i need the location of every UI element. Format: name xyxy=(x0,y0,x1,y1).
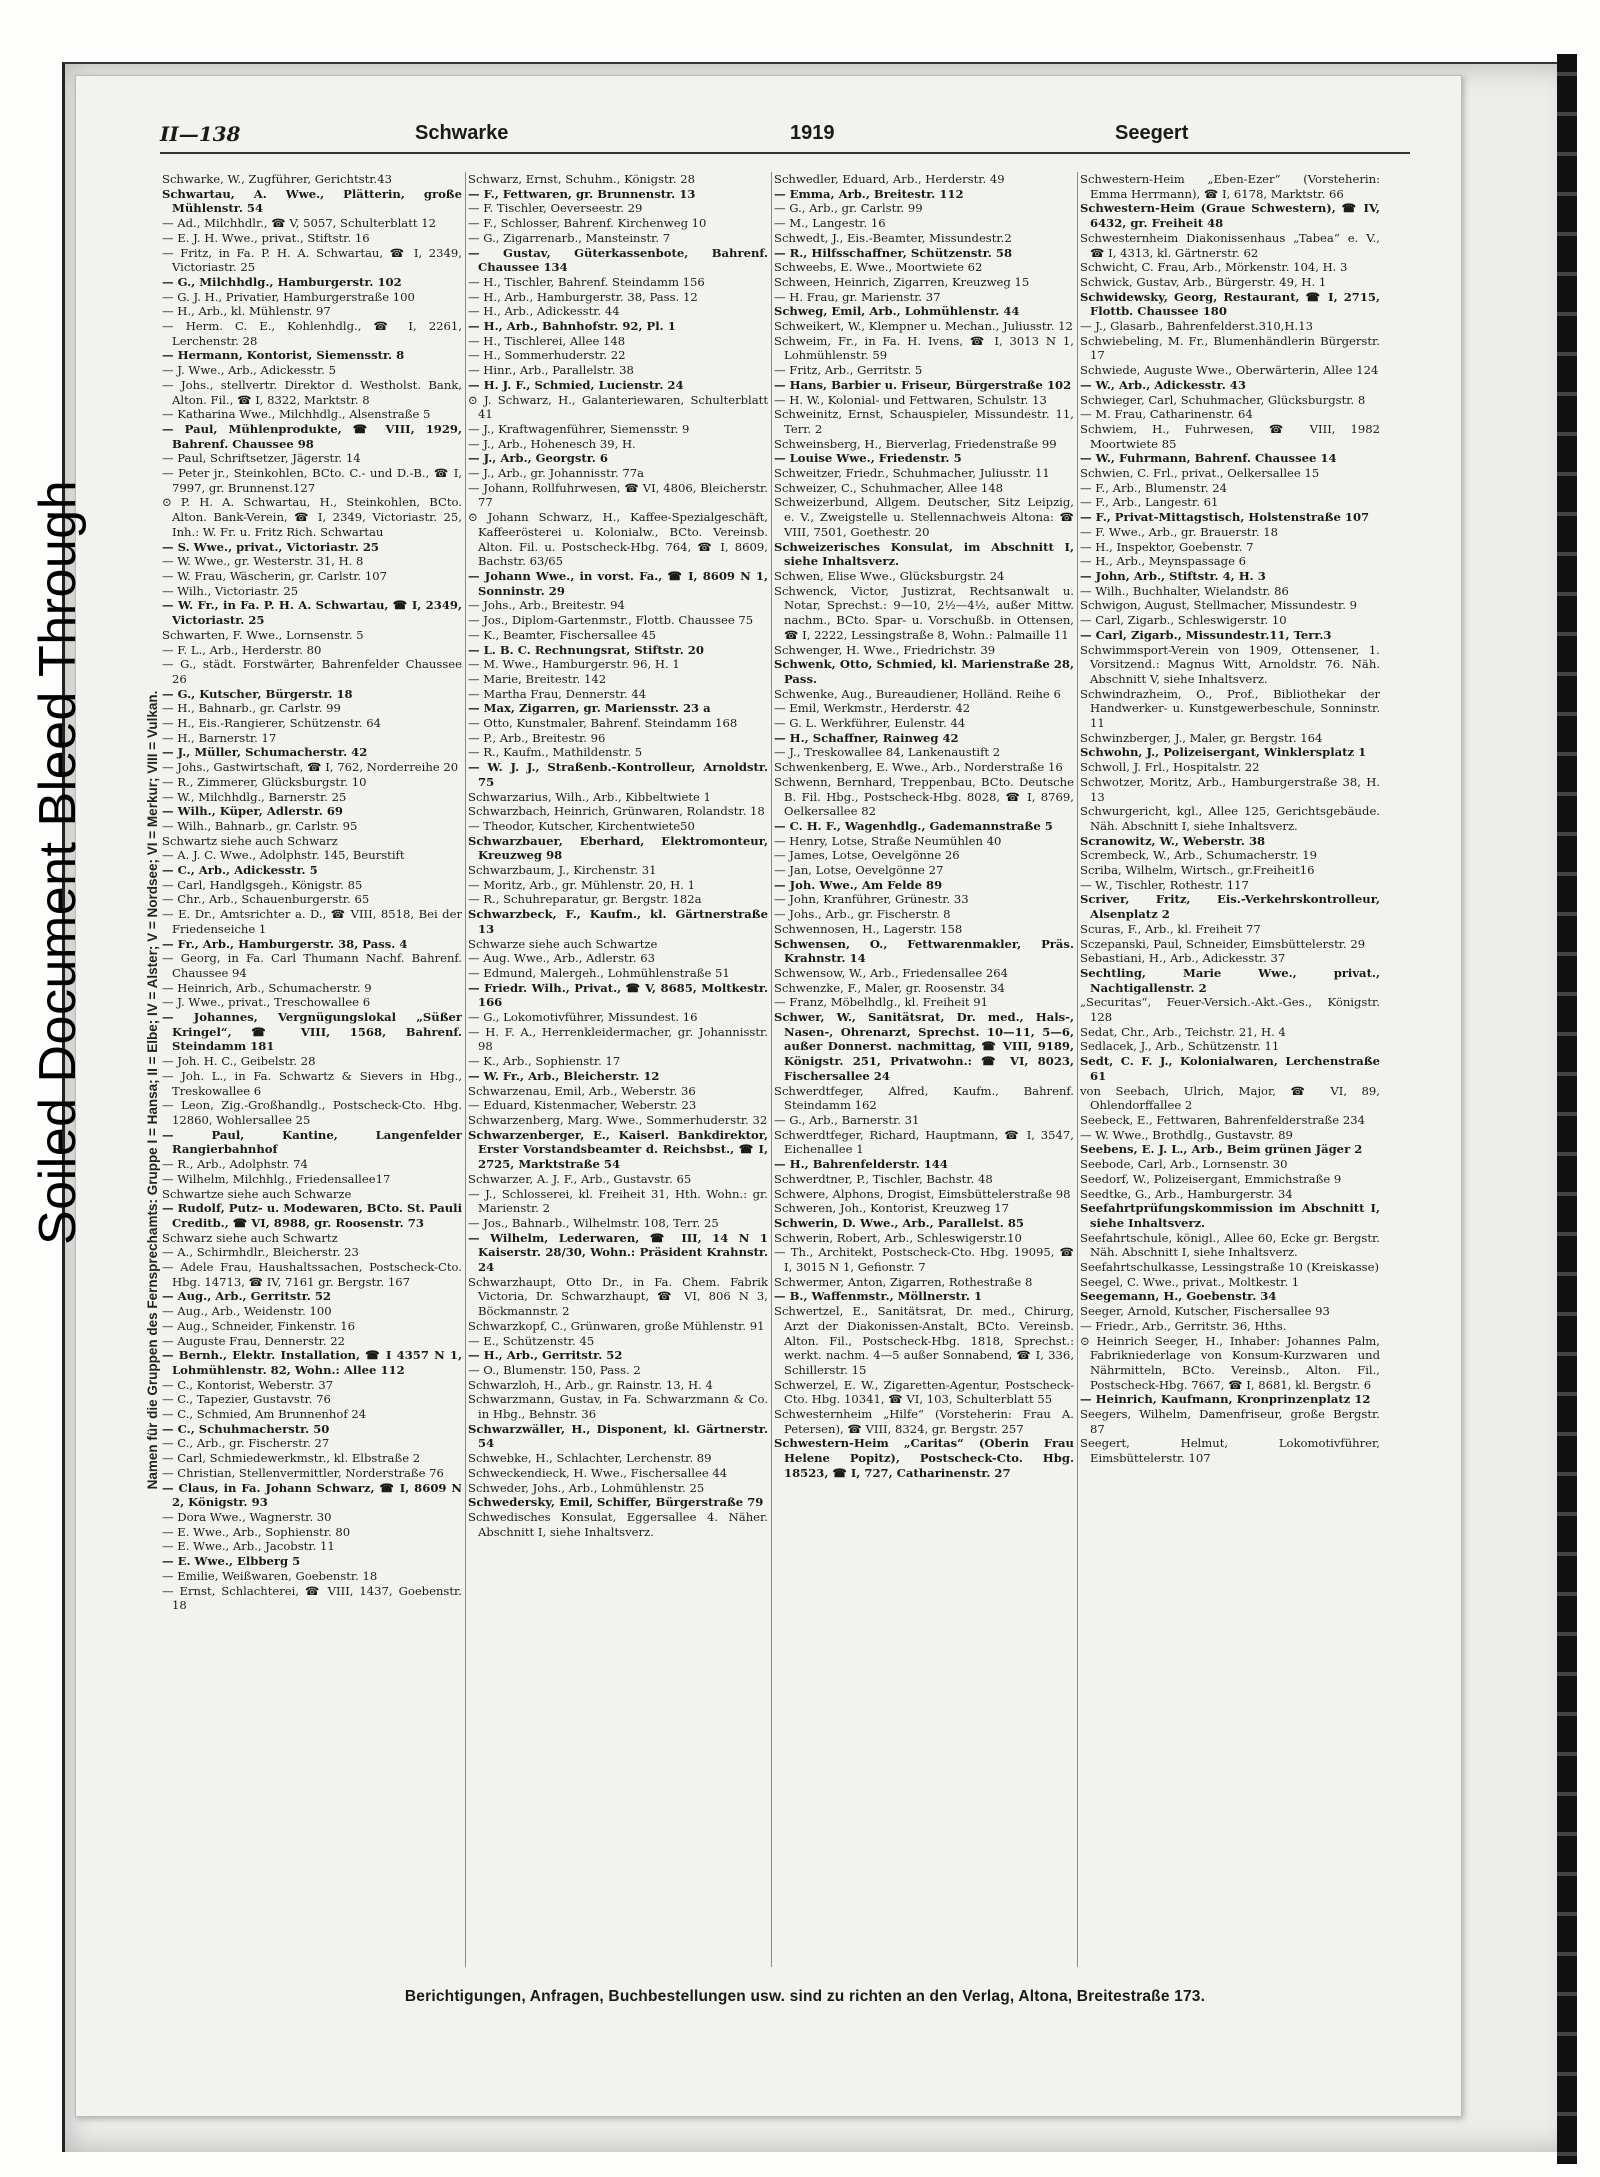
directory-entry: Schwien, C. Frl., privat., Oelkersallee 15 xyxy=(1080,466,1320,481)
directory-entry: — H., Tischler, Bahrenf. Steindamm 156 xyxy=(468,274,705,289)
directory-entry: Seegel, C. Wwe., privat., Moltkestr. 1 xyxy=(1080,1274,1300,1289)
directory-entry: — Aug. Wwe., Arb., Adlerstr. 63 xyxy=(468,951,655,966)
directory-entry: — Emma, Arb., Breitestr. 112 xyxy=(774,186,964,201)
directory-entry: Schwensow, W., Arb., Friedensallee 264 xyxy=(774,965,1009,980)
directory-entry: Seeger, Arnold, Kutscher, Fischersallee 93 xyxy=(1080,1304,1330,1319)
directory-entry: Schwarzarius, Wilh., Arb., Kibbeltwiete 1 xyxy=(468,789,711,804)
directory-entry: Seebode, Carl, Arb., Lornsenstr. 30 xyxy=(1080,1157,1288,1172)
directory-entry: — Aug., Arb., Weidenstr. 100 xyxy=(162,1304,332,1319)
directory-entry: — O., Blumenstr. 150, Pass. 2 xyxy=(468,1362,641,1377)
directory-entry: — Paul, Kantine, Langenfelder Rangierbahnhof xyxy=(162,1127,462,1157)
directory-entry: — Dora Wwe., Wagnerstr. 30 xyxy=(162,1509,332,1524)
directory-entry: — H., Arb., Bahnhofstr. 92, Pl. 1 xyxy=(468,319,676,334)
directory-entry: Schweckendieck, H. Wwe., Fischersallee 44 xyxy=(468,1465,728,1480)
directory-entry: — Bernh., Elektr. Installation, ☎ I 4357 N 1, Lohmühlenstr. 82, Wohn.: Allee 112 xyxy=(162,1348,462,1377)
directory-entry: — Eduard, Kistenmacher, Weberstr. 23 xyxy=(468,1098,697,1113)
directory-entry: — H., Inspektor, Goebenstr. 7 xyxy=(1080,539,1254,554)
directory-entry: Schwestern-Heim „Caritas“ (Oberin Frau Helene Popitz), Postscheck-Cto. Hbg. 18523, ☎ I, 727, Catharinenstr. 27 xyxy=(774,1436,1074,1480)
directory-entry: — Joh. Wwe., Am Felde 89 xyxy=(774,877,943,892)
directory-entry: — Friedr. Wilh., Privat., ☎ V, 8685, Moltkestr. 166 xyxy=(468,980,768,1010)
directory-entry: — F. Tischler, Oeverseestr. 29 xyxy=(468,201,643,216)
directory-entry: — F. L., Arb., Herderstr. 80 xyxy=(162,642,322,657)
directory-entry: ⊙ Heinrich Seeger, H., Inhaber: Johannes Palm, Fabrikniederlage von Konsum-Kurzwaren und Nährmitteln, BCto. Vereinsb., Alton. Fil., Postscheck-Hbg. 7667, ☎ I, 8681, kl. Bergstr. 6 xyxy=(1080,1333,1380,1392)
directory-entry: — Emil, Werkmstr., Herderstr. 42 xyxy=(774,701,971,716)
directory-entry: — H., Bahnarb., gr. Carlstr. 99 xyxy=(162,701,341,716)
directory-entry: — M. Frau, Catharinenstr. 64 xyxy=(1080,407,1253,422)
directory-entry: — Fritz, in Fa. P. H. A. Schwartau, ☎ I, 2349, Victoriastr. 25 xyxy=(162,245,462,275)
directory-entry: — H., Arb., Adickesstr. 44 xyxy=(468,304,620,319)
directory-entry: Schweren, Joh., Kontorist, Kreuzweg 17 xyxy=(774,1201,1010,1216)
directory-entry: — W., Arb., Adickesstr. 43 xyxy=(1080,377,1246,392)
directory-entry: Schweitzer, Friedr., Schuhmacher, Juliusstr. 11 xyxy=(774,466,1050,481)
directory-entry: Schwicht, C. Frau, Arb., Mörkenstr. 104, H. 3 xyxy=(1080,260,1348,275)
directory-entry: — Joh. H. C., Geibelstr. 28 xyxy=(162,1054,316,1069)
directory-entry: — E., Schützenstr. 45 xyxy=(468,1333,595,1348)
directory-entry: Schwer, W., Sanitätsrat, Dr. med., Hals-, Nasen-, Ohrenarzt, Sprechst. 10—11, 5—6, außer Donnerst. nachmittag, ☎ VIII, 9189, Königstr. 251, Privatwohn.: ☎ VI, 8023, Fischersallee 24 xyxy=(774,1010,1074,1083)
directory-entry: Scriver, Fritz, Eis.-Verkehrskontrolleur, Alsenplatz 2 xyxy=(1080,892,1380,922)
directory-entry: — Ernst, Schlachterei, ☎ VIII, 1437, Goebenstr. 18 xyxy=(162,1583,462,1613)
directory-entry: — Hans, Barbier u. Friseur, Bürgerstraße 102 xyxy=(774,377,1072,392)
directory-entry: Schwarzbaum, J., Kirchenstr. 31 xyxy=(468,863,657,878)
directory-entry: — Joh. L., in Fa. Schwartz & Sievers in Hbg., Treskowallee 6 xyxy=(162,1068,462,1098)
directory-entry: — W., Fuhrmann, Bahrenf. Chaussee 14 xyxy=(1080,451,1337,466)
directory-entry: — Moritz, Arb., gr. Mühlenstr. 20, H. 1 xyxy=(468,877,696,892)
directory-entry: — H., Barnerstr. 17 xyxy=(162,730,277,745)
directory-entry: — M., Langestr. 16 xyxy=(774,216,886,231)
directory-entry: Schwartze siehe auch Schwarze xyxy=(162,1186,352,1201)
directory-entry: Seegemann, H., Goebenstr. 34 xyxy=(1080,1289,1277,1304)
directory-entry: Schweebs, E. Wwe., Moortwiete 62 xyxy=(774,260,983,275)
directory-entry: Schwindrazheim, O., Prof., Bibliothekar der Handwerker- u. Kunstgewerbeschule, Sonninstr. 11 xyxy=(1080,686,1380,731)
directory-entry: Schwestern-Heim „Eben-Ezer“ (Vorsteherin: Emma Herrmann), ☎ I, 6178, Marktstr. 66 xyxy=(1080,172,1380,201)
directory-entry: — W. Wwe., gr. Westerstr. 31, H. 8 xyxy=(162,554,364,569)
directory-entry: — Otto, Kunstmaler, Bahrenf. Steindamm 168 xyxy=(468,716,738,731)
directory-entry: Schwarze siehe auch Schwartze xyxy=(468,936,658,951)
directory-entry: Schwarzloh, H., Arb., gr. Rainstr. 13, H. 4 xyxy=(468,1377,713,1392)
directory-entry: ⊙ Johann Schwarz, H., Kaffee-Spezialgeschäft, Kaffeerösterei u. Kolonialw., BCto. Vereinsb. Alton. Fil. u. Postscheck-Hbg. 764, ☎ I, 8609, Bachstr. 63/65 xyxy=(468,510,768,569)
directory-entry: Scrembeck, W., Arb., Schumacherstr. 19 xyxy=(1080,848,1317,863)
directory-entry: Schwerdtfeger, Alfred, Kaufm., Bahrenf. Steindamm 162 xyxy=(774,1083,1074,1113)
directory-entry: — Martha Frau, Dennerstr. 44 xyxy=(468,686,647,701)
directory-entry: — F., Privat-Mittagstisch, Holstenstraße 107 xyxy=(1080,510,1370,525)
directory-entry: — Leon, Zig.-Großhandlg., Postscheck-Cto. Hbg. 12860, Wohlersallee 25 xyxy=(162,1098,462,1127)
directory-entry: — Johs., stellvertr. Direktor d. Westholst. Bank, Alton. Fil., ☎ I, 8322, Marktstr. 8 xyxy=(162,377,462,407)
directory-entry: — H., Schaffner, Rainweg 42 xyxy=(774,730,959,745)
directory-entry: Schwartz siehe auch Schwarz xyxy=(162,833,338,848)
directory-entry: Schwedisches Konsulat, Eggersallee 4. Näher. Abschnitt I, siehe Inhaltsverz. xyxy=(468,1509,768,1539)
directory-entry: — Johs., Arb., gr. Fischerstr. 8 xyxy=(774,907,951,922)
directory-entry: — Jan, Lotse, Oevelgönne 27 xyxy=(774,863,944,878)
directory-entry: — Rudolf, Putz- u. Modewaren, BCto. St. Pauli Creditb., ☎ VI, 8988, gr. Roosenstr. 73 xyxy=(162,1201,462,1230)
directory-entry: Schwarzwäller, H., Disponent, kl. Gärtnerstr. 54 xyxy=(468,1421,768,1451)
directory-entry: — J., Kraftwagenführer, Siemensstr. 9 xyxy=(468,421,690,436)
directory-entry: Schwere, Alphons, Drogist, Eimsbüttelerstraße 98 xyxy=(774,1186,1071,1201)
directory-entry: Schwertzel, E., Sanitätsrat, Dr. med., Chirurg, Arzt der Diakonissen-Anstalt, BCto. Vereinsb. Alton. Fil., Postscheck-Hbg. 1818, Sprechst.: werkt. nachm. 4—5 außer Sonnabend, ☎ I, 336, Schillerstr. 15 xyxy=(774,1304,1074,1377)
directory-entry: — James, Lotse, Oevelgönne 26 xyxy=(774,848,960,863)
directory-entry: — G. J. H., Privatier, Hamburgerstraße 100 xyxy=(162,289,415,304)
directory-entry: Schwarz siehe auch Schwartz xyxy=(162,1230,338,1245)
directory-entry: — H., Bahrenfelderstr. 144 xyxy=(774,1157,948,1172)
directory-entry: Sedat, Chr., Arb., Teichstr. 21, H. 4 xyxy=(1080,1024,1286,1039)
directory-entry: Seefahrtschule, königl., Allee 60, Ecke gr. Bergstr. Näh. Abschnitt I, siehe Inhaltsverz. xyxy=(1080,1230,1380,1260)
directory-entry: Schwarzbach, Heinrich, Grünwaren, Rolandstr. 18 xyxy=(468,804,765,819)
directory-entry: Seegert, Helmut, Lokomotivführer, Eimsbüttelerstr. 107 xyxy=(1080,1436,1380,1466)
directory-entry: — W. Frau, Wäscherin, gr. Carlstr. 107 xyxy=(162,568,388,583)
directory-entry: — E. Wwe., Arb., Jacobstr. 11 xyxy=(162,1539,335,1554)
directory-entry: Schweder, Johs., Arb., Lohmühlenstr. 25 xyxy=(468,1480,705,1495)
directory-entry: — F., Fettwaren, gr. Brunnenstr. 13 xyxy=(468,186,696,201)
directory-entry: — M. Wwe., Hamburgerstr. 96, H. 1 xyxy=(468,657,680,672)
directory-entry: Sczepanski, Paul, Schneider, Eimsbüttelerstr. 29 xyxy=(1080,936,1366,951)
directory-entry: Schwarzmann, Gustav, in Fa. Schwarzmann & Co. in Hbg., Behnstr. 36 xyxy=(468,1392,768,1422)
directory-entry: Schweg, Emil, Arb., Lohmühlenstr. 44 xyxy=(774,304,1020,319)
directory-entry: — Wilhelm, Lederwaren, ☎ III, 14 N 1 Kaiserstr. 28/30, Wohn.: Präsident Krahnstr. 24 xyxy=(468,1230,768,1275)
directory-entry: — Paul, Schriftsetzer, Jägerstr. 14 xyxy=(162,451,361,466)
directory-entry: — A., Schirmhdlr., Bleicherstr. 23 xyxy=(162,1245,359,1260)
directory-entry: — Herm. C. E., Kohlenhdlg., ☎ I, 2261, Lerchenstr. 28 xyxy=(162,319,462,348)
directory-entry: Schweinitz, Ernst, Schauspieler, Missundestr. 11, Terr. 2 xyxy=(774,407,1074,436)
directory-entry: — Carl, Zigarb., Schleswigerstr. 10 xyxy=(1080,613,1287,628)
directory-entry: Schwarz, Ernst, Schuhm., Königstr. 28 xyxy=(468,172,696,186)
directory-entry: — H., Arb., Hamburgerstr. 38, Pass. 12 xyxy=(468,289,698,304)
directory-entry: Sedlacek, J., Arb., Schützenstr. 11 xyxy=(1080,1039,1280,1054)
directory-entry: — Max, Zigarren, gr. Mariensstr. 23 a xyxy=(468,701,711,716)
directory-entry: — Heinrich, Arb., Schumacherstr. 9 xyxy=(162,980,372,995)
directory-entry: — Carl, Zigarb., Missundestr.11, Terr.3 xyxy=(1080,627,1332,642)
directory-entry: Seedorf, W., Polizeisergant, Emmichstraße 9 xyxy=(1080,1171,1342,1186)
directory-entry: — R., Zimmerer, Glücksburgstr. 10 xyxy=(162,774,367,789)
directory-entry: Schwimmsport-Verein von 1909, Ottensener, 1. Vorsitzend.: Magnus Witt, Arnoldstr. 76. Näh. Abschnitt V, siehe Inhaltsverz. xyxy=(1080,642,1380,686)
directory-entry: — Wilh., Victoriastr. 25 xyxy=(162,583,299,598)
directory-entry: — J., Müller, Schumacherstr. 42 xyxy=(162,745,368,760)
page-header xyxy=(160,118,1410,154)
directory-entry: Schweinsberg, H., Bierverlag, Friedenstraße 99 xyxy=(774,436,1057,451)
directory-entry: — G., Zigarrenarb., Mansteinstr. 7 xyxy=(468,230,671,245)
directory-entry: — F. Wwe., Arb., gr. Brauerstr. 18 xyxy=(1080,524,1278,539)
directory-entry: — C., Kontorist, Weberstr. 37 xyxy=(162,1377,334,1392)
directory-entry: — J. Wwe., Arb., Adickesstr. 5 xyxy=(162,363,337,378)
directory-entry: — P., Arb., Breitestr. 96 xyxy=(468,730,606,745)
column-1 xyxy=(162,172,462,1967)
directory-entry: Schwesternheim „Hilfe“ (Vorsteherin: Frau A. Petersen), ☎ VIII, 8324, gr. Bergstr. 257 xyxy=(774,1407,1074,1436)
directory-entry: Schwenn, Bernhard, Treppenbau, BCto. Deutsche B. Fil. Hbg., Postscheck-Hbg. 8028, ☎ I, 8769, Oelkersallee 82 xyxy=(774,774,1074,819)
directory-entry: Schween, Heinrich, Zigarren, Kreuzweg 15 xyxy=(774,274,1030,289)
directory-entry: — L. B. C. Rechnungsrat, Stiftstr. 20 xyxy=(468,642,704,657)
directory-entry: — C., Arb., Adickesstr. 5 xyxy=(162,863,318,878)
directory-entry: Schwedt, J., Eis.-Beamter, Missundestr.2 xyxy=(774,230,1012,245)
directory-entry: Seedtke, G., Arb., Hamburgerstr. 34 xyxy=(1080,1186,1293,1201)
directory-entry: — H. Frau, gr. Marienstr. 37 xyxy=(774,289,941,304)
directory-entry: Schwenke, Aug., Bureaudiener, Holländ. Reihe 6 xyxy=(774,686,1061,701)
directory-entry: — Claus, in Fa. Johann Schwarz, ☎ I, 8609 N 2, Königstr. 93 xyxy=(162,1480,462,1510)
header-year: 1919 xyxy=(790,122,835,144)
directory-entry: Schwarten, F. Wwe., Lornsenstr. 5 xyxy=(162,627,364,642)
directory-entry: Schwarzkopf, C., Grünwaren, große Mühlenstr. 91 xyxy=(468,1318,765,1333)
directory-entry: Schwedersky, Emil, Schiffer, Bürgerstraße 79 xyxy=(468,1495,764,1510)
directory-entry: — Christian, Stellenvermittler, Norderstraße 76 xyxy=(162,1465,444,1480)
directory-entry: Schwesternheim Diakonissenhaus „Tabea“ e. V., ☎ I, 4313, kl. Gärtnerstr. 62 xyxy=(1080,230,1380,260)
directory-entry: — J., Schlosserei, kl. Freiheit 31, Hth. Wohn.: gr. Marienstr. 2 xyxy=(468,1186,768,1216)
directory-entry: — H., Arb., kl. Mühlenstr. 97 xyxy=(162,304,331,319)
directory-entry: Schwigon, August, Stellmacher, Missundestr. 9 xyxy=(1080,598,1358,613)
directory-entry: — R., Schuhreparatur, gr. Bergstr. 182a xyxy=(468,892,702,907)
directory-entry: — G., Arb., gr. Carlstr. 99 xyxy=(774,201,923,216)
directory-entry: — Edmund, Malergeh., Lohmühlenstraße 51 xyxy=(468,965,730,980)
directory-entry: — Auguste Frau, Dennerstr. 22 xyxy=(162,1333,345,1348)
directory-entry: Schweizer, C., Schuhmacher, Allee 148 xyxy=(774,480,1004,495)
header-first-entry: Schwarke xyxy=(415,122,509,144)
directory-entry: — J. Wwe., privat., Treschowallee 6 xyxy=(162,995,371,1010)
directory-entry: — John, Kranführer, Grünestr. 33 xyxy=(774,892,969,907)
directory-entry: — Aug., Arb., Gerritstr. 52 xyxy=(162,1289,331,1304)
directory-entry: — Th., Architekt, Postscheck-Cto. Hbg. 19095, ☎ I, 3015 N 1, Gefionstr. 7 xyxy=(774,1245,1074,1275)
directory-entry: — K., Arb., Sophienstr. 17 xyxy=(468,1054,621,1069)
directory-entry: — B., Waffenmstr., Möllnerstr. 1 xyxy=(774,1289,983,1304)
directory-entry: Seefahrtprüfungskommission im Abschnitt I, siehe Inhaltsverz. xyxy=(1080,1201,1380,1230)
directory-entry: — F., Arb., Blumenstr. 24 xyxy=(1080,480,1227,495)
directory-entry: Schweim, Fr., in Fa. H. Ivens, ☎ I, 3013 N 1, Lohmühlenstr. 59 xyxy=(774,333,1074,363)
directory-entry: — C., Schuhmacherstr. 50 xyxy=(162,1421,330,1436)
directory-entry: — H. W., Kolonial- und Fettwaren, Schulstr. 13 xyxy=(774,392,1047,407)
directory-entry: — J., Arb., Georgstr. 6 xyxy=(468,451,608,466)
directory-entry: Schwenck, Victor, Justizrat, Rechtsanwalt u. Notar, Sprechst.: 9—10, 2½—4½, außer Mittw. nachm., BCto. Spar- u. Vorschußb. in Ottensen, ☎ I, 2222, Lessingstraße 8, Wohn.: Palmaille 11 xyxy=(774,583,1074,642)
directory-entry: — Hermann, Kontorist, Siemensstr. 8 xyxy=(162,348,405,363)
directory-entry: — Emilie, Weißwaren, Goebenstr. 18 xyxy=(162,1568,378,1583)
directory-entry: — G., Lokomotivführer, Missundest. 16 xyxy=(468,1010,698,1025)
directory-entry: — Wilhelm, Milchhlg., Friedensallee17 xyxy=(162,1171,391,1186)
directory-entry: — H., Arb., Gerritstr. 52 xyxy=(468,1348,623,1363)
directory-entry: — C., Tapezier, Gustavstr. 76 xyxy=(162,1392,331,1407)
directory-entry: — J., Arb., Hohenesch 39, H. xyxy=(468,436,636,451)
directory-entry: — Fr., Arb., Hamburgerstr. 38, Pass. 4 xyxy=(162,936,408,951)
directory-entry: — H. F. A., Herrenkleidermacher, gr. Johannisstr. 98 xyxy=(468,1024,768,1054)
directory-entry: — Johann, Rollfuhrwesen, ☎ VI, 4806, Bleicherstr. 77 xyxy=(468,480,768,510)
soiled-bleed-stamp: Soiled Document Bleed Through xyxy=(29,479,87,1245)
column-3 xyxy=(774,172,1074,1967)
directory-entry: — E. Dr., Amtsrichter a. D., ☎ VIII, 8518, Bei der Friedenseiche 1 xyxy=(162,907,462,936)
directory-entry: — Heinrich, Kaufmann, Kronprinzenplatz 12 xyxy=(1080,1392,1371,1407)
column-divider xyxy=(771,172,772,1967)
directory-entry: — Peter jr., Steinkohlen, BCto. C.- und D.-B., ☎ I, 7997, gr. Brunnenst.127 xyxy=(162,466,462,495)
directory-entry: — R., Arb., Adolphstr. 74 xyxy=(162,1157,308,1172)
directory-entry: Schwinzberger, J., Maler, gr. Bergstr. 164 xyxy=(1080,730,1323,745)
directory-entry: Seegers, Wilhelm, Damenfriseur, große Bergstr. 87 xyxy=(1080,1407,1380,1436)
directory-entry: Scranowitz, W., Weberstr. 38 xyxy=(1080,833,1266,848)
directory-entry: Schwerin, Robert, Arb., Schleswigerstr.10 xyxy=(774,1230,1022,1245)
directory-entry: Schwedler, Eduard, Arb., Herderstr. 49 xyxy=(774,172,1005,186)
directory-entry: Schwenzke, F., Maler, gr. Roosenstr. 34 xyxy=(774,980,1005,995)
directory-entry: Schwartau, A. Wwe., Plätterin, große Mühlenstr. 54 xyxy=(162,186,462,216)
directory-entry: — W., Tischler, Rothestr. 117 xyxy=(1080,877,1249,892)
directory-entry: — G., Milchhdlg., Hamburgerstr. 102 xyxy=(162,274,402,289)
directory-entry: — Johs., Arb., Breitestr. 94 xyxy=(468,598,625,613)
directory-entry: Schwerzel, E. W., Zigaretten-Agentur, Postscheck-Cto. Hbg. 10341, ☎ VI, 103, Schulterblatt 55 xyxy=(774,1377,1074,1407)
header-last-entry: Seegert xyxy=(1115,122,1189,144)
directory-entry: — K., Beamter, Fischersallee 45 xyxy=(468,627,656,642)
directory-entry: Schwoll, J. Frl., Hospitalstr. 22 xyxy=(1080,760,1260,775)
directory-entry: Schwennosen, H., Lagerstr. 158 xyxy=(774,921,963,936)
directory-entry: — John, Arb., Stiftstr. 4, H. 3 xyxy=(1080,568,1266,583)
directory-entry: — H., Arb., Meynspassage 6 xyxy=(1080,554,1247,569)
directory-entry: Schwerdtfeger, Richard, Hauptmann, ☎ I, 3547, Eichenallee 1 xyxy=(774,1127,1074,1157)
column-divider xyxy=(465,172,466,1967)
directory-entry: — G., städt. Forstwärter, Bahrenfelder Chaussee 26 xyxy=(162,657,462,686)
directory-entry: von Seebach, Ulrich, Major, ☎ VI, 89, Ohlendorffallee 2 xyxy=(1080,1083,1380,1113)
directory-entry: — E. Wwe., Elbberg 5 xyxy=(162,1554,301,1569)
directory-entry: — Ad., Milchhdlr., ☎ V, 5057, Schulterblatt 12 xyxy=(162,216,436,231)
directory-entry: — A. J. C. Wwe., Adolphstr. 145, Beurstift xyxy=(162,848,405,863)
directory-entry: Schwarzenau, Emil, Arb., Weberstr. 36 xyxy=(468,1083,696,1098)
directory-entry: Schwohn, J., Polizeisergant, Winklersplatz 1 xyxy=(1080,745,1367,760)
directory-entry: — Fritz, Arb., Gerritstr. 5 xyxy=(774,363,923,378)
directory-entry: Schwarzer, A. J. F., Arb., Gustavstr. 65 xyxy=(468,1171,692,1186)
directory-entry: — Franz, Möbelhdlg., kl. Freiheit 91 xyxy=(774,995,989,1010)
directory-entry: Sebastiani, H., Arb., Adickesstr. 37 xyxy=(1080,951,1286,966)
directory-entry: Schwarzbauer, Eberhard, Elektromonteur, Kreuzweg 98 xyxy=(468,833,768,863)
directory-entry: — G., Kutscher, Bürgerstr. 18 xyxy=(162,686,353,701)
directory-entry: — Friedr., Arb., Gerritstr. 36, Hths. xyxy=(1080,1318,1287,1333)
directory-entry: Schwurgericht, kgl., Allee 125, Gerichtsgebäude. Näh. Abschnitt I, siehe Inhaltsverz. xyxy=(1080,804,1380,833)
directory-entry: — Marie, Breitestr. 142 xyxy=(468,671,607,686)
column-4 xyxy=(1080,172,1380,1967)
directory-entry: — G. L. Werkführer, Eulenstr. 44 xyxy=(774,716,966,731)
directory-entry: „Securitas“, Feuer-Versich.-Akt.-Ges., Königstr. 128 xyxy=(1080,995,1380,1025)
directory-entry: — E. Wwe., Arb., Sophienstr. 80 xyxy=(162,1524,351,1539)
directory-entry: — Paul, Mühlenprodukte, ☎ VIII, 1929, Bahrenf. Chaussee 98 xyxy=(162,421,462,451)
directory-entry: — J., Treskowallee 84, Lankenaustift 2 xyxy=(774,745,1001,760)
directory-entry: Seefahrtschulkasse, Lessingstraße 10 (Kreiskasse) xyxy=(1080,1260,1380,1275)
directory-entry: Schweizerisches Konsulat, im Abschnitt I, siehe Inhaltsverz. xyxy=(774,539,1074,569)
directory-entry: Schwidewsky, Georg, Restaurant, ☎ I, 2715, Flottb. Chaussee 180 xyxy=(1080,289,1380,319)
directory-columns xyxy=(162,172,1384,1972)
directory-entry: — W. Fr., Arb., Bleicherstr. 12 xyxy=(468,1068,660,1083)
directory-entry: — F., Arb., Langestr. 61 xyxy=(1080,495,1219,510)
directory-entry: Schwensen, O., Fettwarenmakler, Präs. Krahnstr. 14 xyxy=(774,936,1074,966)
directory-entry: — Hinr., Arb., Parallelstr. 38 xyxy=(468,363,634,378)
directory-entry: Schweizerbund, Allgem. Deutscher, Sitz Leipzig, e. V., Zweigstelle u. Stellennachweis Altona: ☎ VIII, 7501, Goethestr. 20 xyxy=(774,495,1074,539)
directory-entry: — H. J. F., Schmied, Lucienstr. 24 xyxy=(468,377,684,392)
directory-entry: — Chr., Arb., Schauenburgerstr. 65 xyxy=(162,892,370,907)
directory-entry: — H., Sommerhuderstr. 22 xyxy=(468,348,626,363)
telephone-group-legend: Namen für die Gruppen des Fernsprechamts: Gruppe I = Hansa; II = Elbe; IV = Alster; V = Nordsee; VI = Merkur; VIII = Vulkan. xyxy=(145,690,160,1490)
directory-entry: — Johann Wwe., in vorst. Fa., ☎ I, 8609 N 1, Sonninstr. 29 xyxy=(468,568,768,598)
directory-entry: ⊙ J. Schwarz, H., Galanteriewaren, Schulterblatt 41 xyxy=(468,392,768,422)
directory-entry: — H., Tischlerei, Allee 148 xyxy=(468,333,626,348)
directory-entry: Schwarzbeck, F., Kaufm., kl. Gärtnerstraße 13 xyxy=(468,907,768,936)
directory-entry: Schwick, Gustav, Arb., Bürgerstr. 49, H. 1 xyxy=(1080,274,1327,289)
directory-entry: — Wilh., Buchhalter, Wielandstr. 86 xyxy=(1080,583,1289,598)
directory-entry: — Henry, Lotse, Straße Neumühlen 40 xyxy=(774,833,1002,848)
directory-entry: — W. J. J., Straßenb.-Kontrolleur, Arnoldstr. 75 xyxy=(468,760,768,789)
directory-entry: Schwarzenberger, E., Kaiserl. Bankdirektor, Erster Vorstandsbeamter d. Reichsbst., ☎ I, 2725, Marktstraße 54 xyxy=(468,1127,768,1172)
directory-entry: — Georg, in Fa. Carl Thumann Nachf. Bahrenf. Chaussee 94 xyxy=(162,951,462,980)
column-2 xyxy=(468,172,768,1967)
directory-entry: Scuras, F., Arb., kl. Freiheit 77 xyxy=(1080,921,1261,936)
directory-entry: Schwebke, H., Schlachter, Lerchenstr. 89 xyxy=(468,1451,712,1466)
directory-entry: — R., Kaufm., Mathildenstr. 5 xyxy=(468,745,643,760)
directory-entry: — Johs., Gastwirtschaft, ☎ I, 762, Norderreihe 20 xyxy=(162,760,459,775)
directory-entry: Schweikert, W., Klempner u. Mechan., Juliusstr. 12 xyxy=(774,319,1073,334)
directory-entry: Schwarzhaupt, Otto Dr., in Fa. Chem. Fabrik Victoria, Dr. Schwarzhaupt, ☎ VI, 806 N 3, Böckmannstr. 2 xyxy=(468,1274,768,1319)
directory-entry: — C. H. F., Wagenhdlg., Gademannstraße 5 xyxy=(774,818,1053,833)
directory-entry: Schwenkenberg, E. Wwe., Arb., Norderstraße 16 xyxy=(774,760,1063,775)
directory-entry: — W. Fr., in Fa. P. H. A. Schwartau, ☎ I, 2349, Victoriastr. 25 xyxy=(162,598,462,628)
directory-entry: — J., Arb., gr. Johannisstr. 77a xyxy=(468,466,645,481)
directory-entry: Sechtling, Marie Wwe., privat., Nachtigallenstr. 2 xyxy=(1080,965,1380,995)
directory-entry: Scriba, Wilhelm, Wirtsch., gr.Freiheit16 xyxy=(1080,863,1315,878)
directory-entry: — Adele Frau, Haushaltssachen, Postscheck-Cto. Hbg. 14713, ☎ IV, 7161 gr. Bergstr. 167 xyxy=(162,1260,462,1289)
directory-entry: Schwen, Elise Wwe., Glücksburgstr. 24 xyxy=(774,568,1005,583)
directory-entry: Schwiebeling, M. Fr., Blumenhändlerin Bürgerstr. 17 xyxy=(1080,333,1380,363)
directory-entry: — G., Arb., Barnerstr. 31 xyxy=(774,1113,920,1127)
directory-entry: — W. Wwe., Brothdlg., Gustavstr. 89 xyxy=(1080,1127,1293,1142)
directory-entry: — Gustav, Güterkassenbote, Bahrenf. Chaussee 134 xyxy=(468,245,768,275)
directory-entry: — Carl, Schmiedewerkmstr., kl. Elbstraße 2 xyxy=(162,1451,421,1466)
directory-entry: Schwerdtner, P., Tischler, Bachstr. 48 xyxy=(774,1171,993,1186)
directory-entry: Schwieger, Carl, Schuhmacher, Glücksburgstr. 8 xyxy=(1080,392,1366,407)
directory-entry: — W., Milchhdlg., Barnerstr. 25 xyxy=(162,789,347,804)
directory-entry: Seebeck, E., Fettwaren, Bahrenfelderstraße 234 xyxy=(1080,1113,1365,1127)
directory-entry: Schwestern-Heim (Graue Schwestern), ☎ IV, 6432, gr. Freiheit 48 xyxy=(1080,201,1380,231)
directory-entry: Schwiede, Auguste Wwe., Oberwärterin, Allee 124 xyxy=(1080,363,1379,378)
directory-entry: — Jos., Diplom-Gartenmstr., Flottb. Chaussee 75 xyxy=(468,613,754,628)
directory-entry: — H., Eis.-Rangierer, Schützenstr. 64 xyxy=(162,716,382,731)
directory-entry: — E. J. H. Wwe., privat., Stiftstr. 16 xyxy=(162,230,370,245)
directory-entry: — S. Wwe., privat., Victoriastr. 25 xyxy=(162,539,379,554)
directory-entry: — F., Schlosser, Bahrenf. Kirchenweg 10 xyxy=(468,216,707,231)
directory-entry: Seebens, E. J. L., Arb., Beim grünen Jäger 2 xyxy=(1080,1142,1363,1157)
directory-entry: Schwerin, D. Wwe., Arb., Parallelst. 85 xyxy=(774,1215,1024,1230)
directory-entry: Schwarzenberg, Marg. Wwe., Sommerhuderstr. 32 xyxy=(468,1113,768,1127)
directory-entry: — J., Glasarb., Bahrenfelderst.310,H.13 xyxy=(1080,319,1313,334)
publisher-footer: Berichtigungen, Anfragen, Buchbestellungen usw. sind zu richten an den Verlag, Altona, Breitestraße 173. xyxy=(404,1988,1206,2005)
directory-entry: — Louise Wwe., Friedenstr. 5 xyxy=(774,451,962,466)
directory-entry: Schwenger, H. Wwe., Friedrichstr. 39 xyxy=(774,642,996,657)
directory-entry: — Aug., Schneider, Finkenstr. 16 xyxy=(162,1318,356,1333)
directory-entry: — Wilh., Bahnarb., gr. Carlstr. 95 xyxy=(162,818,358,833)
directory-entry: Schwermer, Anton, Zigarren, Rothestraße 8 xyxy=(774,1274,1033,1289)
directory-entry: — C., Schmied, Am Brunnenhof 24 xyxy=(162,1407,367,1422)
directory-entry: ⊙ P. H. A. Schwartau, H., Steinkohlen, BCto. Alton. Bank-Verein, ☎ I, 2349, Victoriastr. 25, Inh.: W. Fr. u. Fritz Rich. Schwartau xyxy=(162,495,462,539)
directory-entry: Sedt, C. F. J., Kolonialwaren, Lerchenstraße 61 xyxy=(1080,1054,1380,1083)
directory-entry: — Jos., Bahnarb., Wilhelmstr. 108, Terr. 25 xyxy=(468,1215,719,1230)
directory-entry: Schwenk, Otto, Schmied, kl. Marienstraße 28, Pass. xyxy=(774,657,1074,686)
column-divider xyxy=(1077,172,1078,1967)
directory-entry: Schwiem, H., Fuhrwesen, ☎ VIII, 1982 Moortwiete 85 xyxy=(1080,421,1380,451)
directory-entry: — Carl, Handlgsgeh., Königstr. 85 xyxy=(162,877,363,892)
directory-entry: Schwarke, W., Zugführer, Gerichtstr.43 xyxy=(162,172,392,186)
directory-entry: — C., Arb., gr. Fischerstr. 27 xyxy=(162,1436,330,1451)
directory-entry: Schwotzer, Moritz, Arb., Hamburgerstraße 38, H. 13 xyxy=(1080,774,1380,804)
directory-entry: — R., Hilfsschaffner, Schützenstr. 58 xyxy=(774,245,1013,260)
directory-entry: — Wilh., Küper, Adlerstr. 69 xyxy=(162,804,343,819)
directory-entry: — Theodor, Kutscher, Kirchentwiete50 xyxy=(468,818,695,833)
page-number: II—138 xyxy=(160,122,241,146)
directory-entry: — Johannes, Vergnügungslokal „Süßer Kringel“, ☎ VIII, 1568, Bahrenf. Steindamm 181 xyxy=(162,1010,462,1054)
directory-entry: — Katharina Wwe., Milchhdlg., Alsenstraße 5 xyxy=(162,407,431,422)
